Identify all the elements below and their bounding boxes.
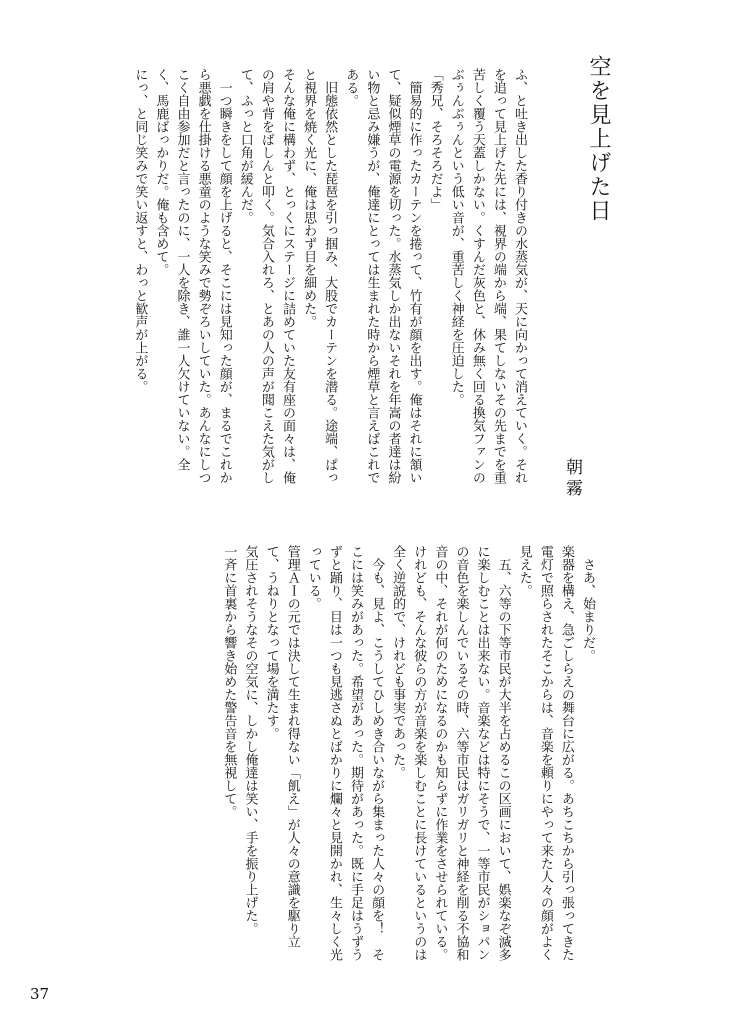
paragraph: 「秀兄、そろそろだよ」 bbox=[427, 68, 443, 211]
text-tier-top bbox=[86, 68, 530, 488]
paragraph: けれども、そんな彼らの方が音楽を楽しむことに長けているというのは全く逆説的で、けれども事実であった。 bbox=[390, 545, 427, 961]
paragraph: 簡易的に作ったカーテンを捲って、竹有が顔を出す。俺はそれに頷いて、疑似煙草の電源を切った。水蒸気しか出ないそれを年嵩の者達は紛い物と忌み嫌うが、俺達にとっては生まれた時から煙草と言えばこれである。 bbox=[343, 68, 422, 484]
paragraph: そんな俺に構わず、とっくにステージに詰めていた友有座の面々は、俺の肩や背をばしんと叩く。気合入れろ、とあの人の声が聞こえた気がして、ふっと口角が緩んだ。 bbox=[237, 68, 295, 484]
story-title: 空を見上げた日 bbox=[586, 55, 611, 223]
page-number: 37 bbox=[30, 985, 50, 1003]
paragraph: 今も、見よ、こうしてひしめき合いながら集まった人々の顔を！ そこには笑みがあった。希望があった。期待があった。既に手足はうずうずと踊り、目は一つも見逃さぬとばかりに爛々と見開かれ、生々しく光っている。 bbox=[305, 545, 385, 961]
paragraph: 一つ瞬きをして顔を上げると、そこには見知った顔が、まるでこれから悪戯を仕掛ける悪童のような笑みで勢ぞろいしていた。あんなにしつこく自由参加だと言ったのに、一人を除き、誰一人欠けていない。全く、馬鹿ばっかりだ。俺も含めて。 bbox=[153, 68, 232, 484]
paragraph: 気圧されそうなその空気に、しかし俺達は笑い、手を振り上げた。 bbox=[242, 545, 258, 935]
paragraph: さあ、始まりだ。 bbox=[580, 558, 595, 662]
paragraph: 五、六等の下等市民が大半を占めるこの区画において、娯楽なぞ滅多に楽しむことは出来ない。音楽などは特にそうで、一等市民がショパンの音色を楽しんでいるその時、六等市民はガリガリと神経を削る不協和音の中、それが何のためになるのかも知らずに作業をさせられている。 bbox=[432, 545, 511, 961]
paragraph: 旧態依然とした琵琶を引っ掴み、大股でカーテンを潜る。途端、ぱっと視界を焼く光に、俺は思わず目を細めた。 bbox=[301, 68, 338, 484]
author-name: 朝霧 bbox=[562, 458, 582, 500]
paragraph: にっ、と同じ笑みで笑い返すと、わっと歓声が上がる。 bbox=[132, 68, 148, 393]
paragraph: 管理ＡＩの元では決して生まれ得ない「飢え」が人々の意識を駆り立て、うねりとなって場を満たす。 bbox=[263, 545, 300, 948]
paragraph: ふ、と吐き出した香り付きの水蒸気が、天に向かって消えていく。それを追って見上げた先には、視界の端から端、果てしないその先までを重苦しく覆う天蓋しかない。くすんだ灰色と、休み無く回る換気ファンのぶぅんぶぅんという低い音が、重苦しく神経を圧迫した。 bbox=[448, 68, 527, 484]
text-tier-bottom bbox=[148, 545, 598, 965]
paragraph: 楽器を構え、急ごしらえの舞台に広がる。あちこちから引っ張ってきた電灯で照らされたそこからは、音楽を頼りにやって来た人々の顔がよく見えた。 bbox=[516, 545, 574, 961]
paragraph: 一斉に首裏から響き始めた警告音を無視して。 bbox=[221, 545, 237, 818]
